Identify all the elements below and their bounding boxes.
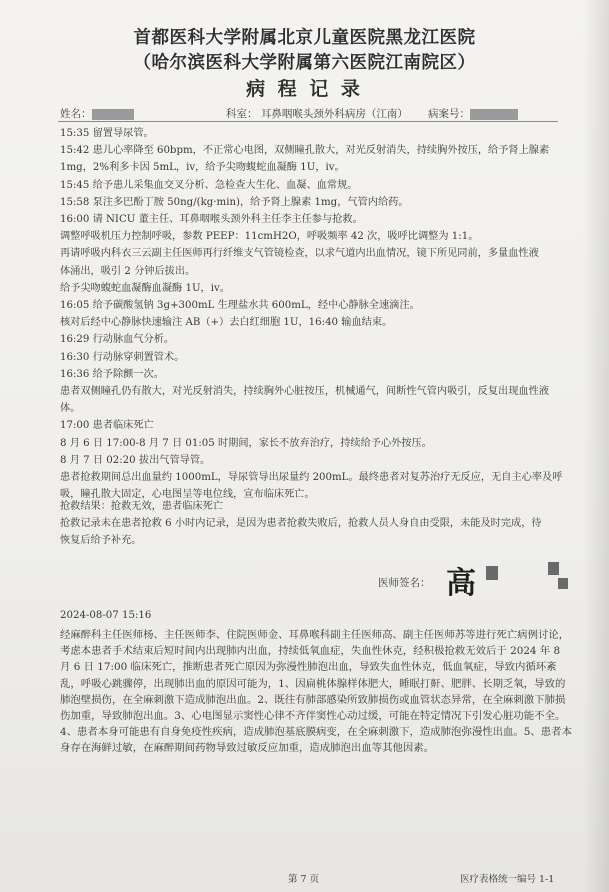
note-line: 16:29 行动脉血气分析。 <box>60 334 175 346</box>
signature-redaction <box>486 566 498 580</box>
note-line: 1mg，2%利多卡因 5mL，iv，给予尖吻蝮蛇血凝酶 1U，iv。 <box>60 162 345 174</box>
note-line: 15:45 给予患儿采集血交叉分析、急检查大生化、血凝、血常规。 <box>60 179 358 191</box>
note-line: 体涌出，吸引 2 分钟后拔出。 <box>60 265 196 277</box>
redacted-name <box>92 109 134 120</box>
form-code: 医疗表格统一编号 1-1 <box>460 874 555 885</box>
signature-redaction <box>558 578 568 589</box>
note-line: 再请呼吸内科衣三云副主任医师再行纤维支气管镜检查，以求气道内出血情况，镜下所见同前，多量血性液 <box>60 248 539 260</box>
note-line: 16:36 给予除颤一次。 <box>60 368 164 380</box>
death-case-discussion: 经麻醉科主任医师杨、主任医师李、住院医师金、耳鼻喉科副主任医师高、副主任医师苏等进行死亡病例讨论，考虑本患者手术结束后短时间内出现肺内出血，持续低氧血症，失血性休克，经积极抢救无效后于 2024 年 8 月 6 日 17:00 临床死亡，推断患者死亡原因为弥漫性肺泡出血，导致失血性休克，低血氧症，导致内循环紊乱，呼吸心跳骤停，出现肺出血的原因可能为，1、因扁桃体腺样体肥大，睡眠打鼾、肥胖、长期乏氧，导致的肺泡壁损伤，在全麻刺激下造成肺泡出血。2、既往有肺部感染所致肺损伤或血管状态异常，在全麻刺激下肺损伤加重，导致肺泡出血。3、心电图显示窦性心律不齐伴窦性心动过缓，可能在特定情况下引发心脏功能不全。4、患者本身可能患有自身免疫性疾病，造成肺泡基底膜病变，在全麻刺激下，造成肺泡弥漫性出血。5、患者本身存在海鲜过敏，在麻醉期间药物导致过敏反应加重，造成肺泡出血等其他因素。 <box>60 629 572 755</box>
physician-signature: 高 <box>446 566 478 601</box>
patient-name-field <box>60 106 134 121</box>
late-record-note-line1: 抢救记录未在患者抢救 6 小时内记录，是因为患者抢救失败后，抢救人员人身自由受限，未能及时完成，待 <box>60 518 542 529</box>
hospital-name-line1: 首都医科大学附属北京儿童医院黑龙江医院 <box>133 28 476 48</box>
signature-redaction <box>548 562 559 575</box>
department-field: 科室： 耳鼻咽喉头颈外科病房（江南） <box>226 108 408 120</box>
header-divider <box>58 121 558 122</box>
discussion-timestamp: 2024-08-07 15:16 <box>60 610 152 621</box>
page-number: 第 7 页 <box>288 874 320 885</box>
record-number-field <box>428 106 518 121</box>
note-line: 16:30 行动脉穿刺置管术。 <box>60 351 185 363</box>
note-line: 15:58 泵注多巴酚丁胺 50ng/(kg·min)，给予肾上腺素 1mg，气管内给药。 <box>60 196 409 208</box>
note-line: 16:05 给予碳酸氢钠 3g+300mL 生理盐水共 600mL，经中心静脉全速滴注。 <box>60 300 420 311</box>
note-line: 体。 <box>60 403 81 415</box>
rescue-result: 抢救结果：抢救无效，患者临床死亡 <box>60 501 223 512</box>
note-line: 8 月 6 日 17:00-8 月 7 日 01:05 时期间，家长不放弃治疗，持续给予心外按压。 <box>60 437 432 449</box>
record-title: 病 程 记 录 <box>246 78 363 100</box>
hospital-name-line2: （哈尔滨医科大学附属第六医院江南院区） <box>133 53 476 73</box>
note-line: 核对后经中心静脉快速输注 AB（+）去白红细胞 1U，16:40 输血结束。 <box>60 317 393 329</box>
note-line: 8 月 7 日 02:20 拔出气管导管。 <box>60 454 211 466</box>
note-line: 15:42 患儿心率降至 60bpm，不正常心电图，双侧瞳孔散大，对光反射消失，持续胸外按压，给予肾上腺素 <box>60 145 550 157</box>
signature-label: 医师签名： <box>378 577 431 589</box>
note-line: 给予尖吻蝮蛇血凝酶血凝酶 1U，iv。 <box>60 282 230 294</box>
note-line: 17:00 患者临床死亡 <box>60 420 154 432</box>
late-record-note-line2: 恢复后给予补充。 <box>60 535 142 546</box>
note-line: 调整呼吸机压力控制呼吸，参数 PEEP：11cmH2O，呼吸频率 42 次，吸呼比调整为 1:1。 <box>60 231 479 243</box>
note-line: 15:35 留置导尿管。 <box>60 128 154 139</box>
patient-name-label: 姓名： <box>60 108 92 120</box>
note-line: 患者抢救期间总出血量约 1000mL，导尿管导出尿量约 200mL。最终患者对复苏治疗无反应，无自主心率及呼 <box>60 472 563 483</box>
record-number-label: 病案号： <box>428 108 470 120</box>
redacted-record-number <box>470 109 518 120</box>
note-line: 吸，瞳孔散大固定，心电图呈等电位线，宣布临床死亡。 <box>60 489 315 501</box>
page-shadow <box>583 0 609 892</box>
note-line: 16:00 请 NICU 董主任、耳鼻咽喉头颈外科主任李主任参与抢救。 <box>60 214 363 225</box>
note-line: 患者双侧瞳孔仍有散大，对光反射消失，持续胸外心脏按压，机械通气，间断性气管内吸引，反复出现血性液 <box>60 386 549 397</box>
